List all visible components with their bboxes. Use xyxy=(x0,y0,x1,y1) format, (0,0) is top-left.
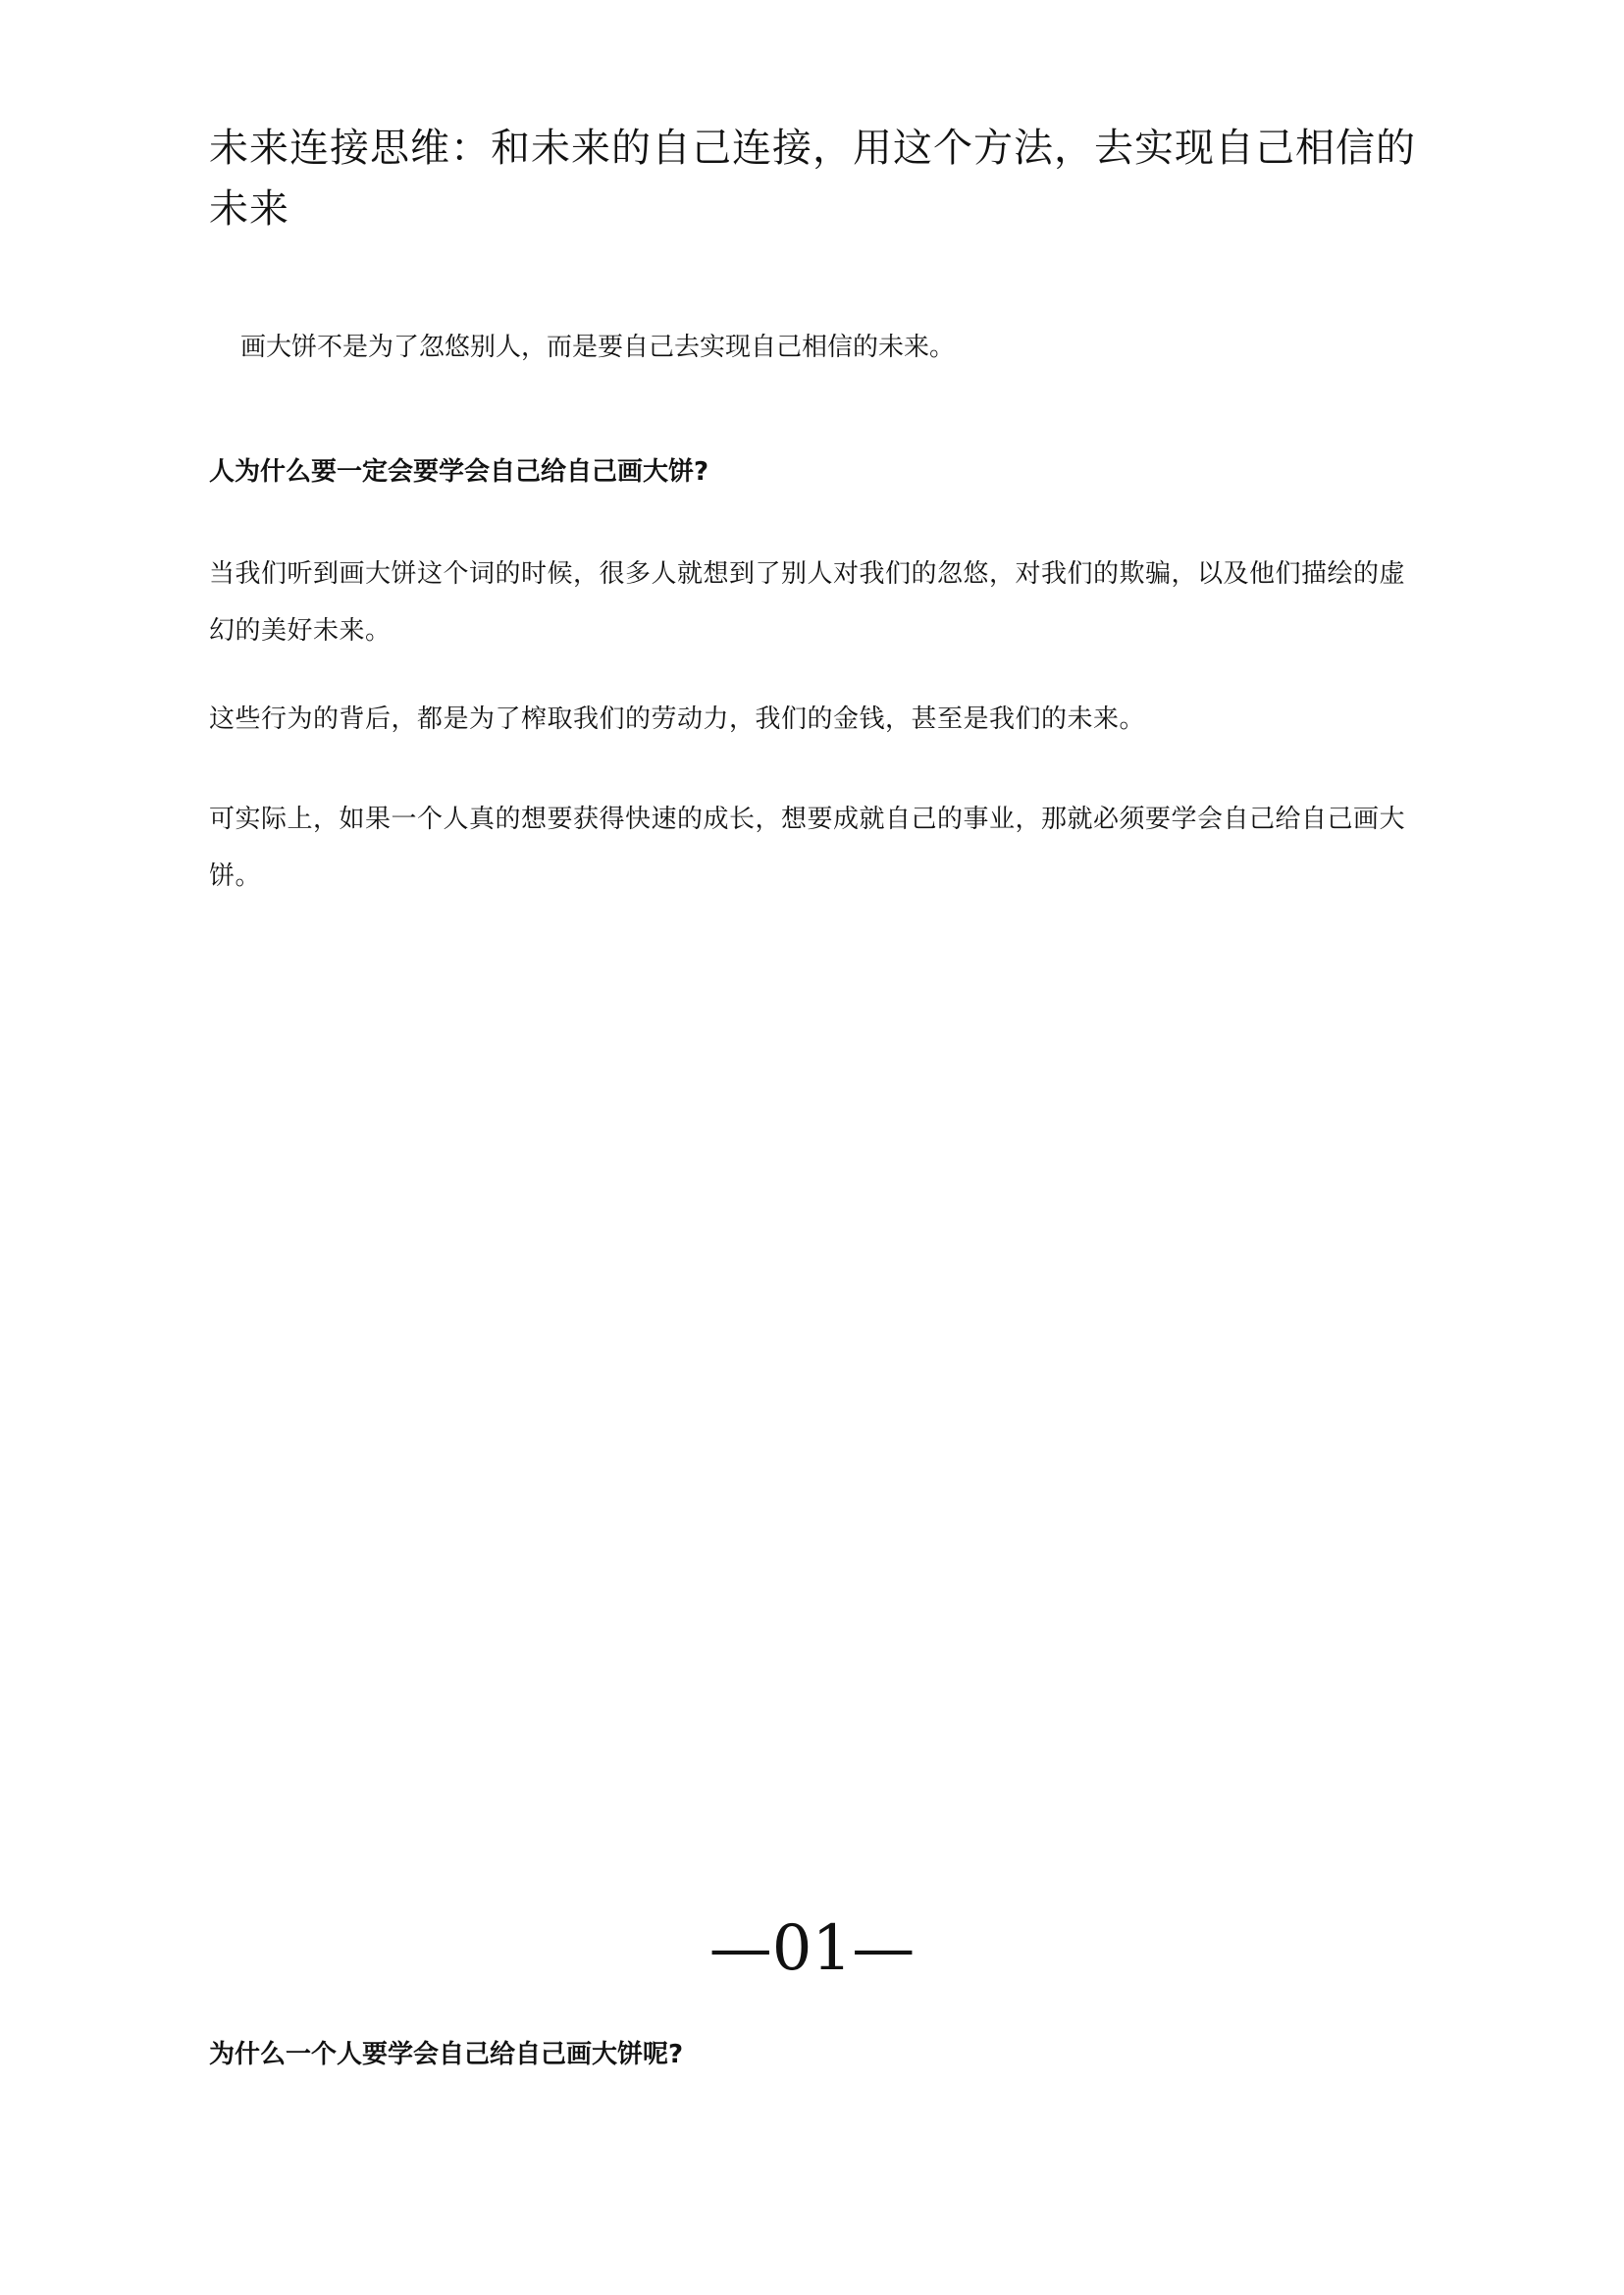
body-paragraph-3: 可实际上，如果一个人真的想要获得快速的成长，想要成就自己的事业，那就必须要学会自己给自己画大饼。 xyxy=(209,805,1406,891)
section-number: —01— xyxy=(708,1912,916,1985)
lead-paragraph: 画大饼不是为了忽悠别人，而是要自己去实现自己相信的未来。 xyxy=(240,333,956,362)
section-heading-2: 为什么一个人要学会自己给自己画大饼呢? xyxy=(209,2040,684,2069)
section-heading-1: 人为什么要一定会要学会自己给自己画大饼? xyxy=(209,457,709,487)
body-paragraph-1: 当我们听到画大饼这个词的时候，很多人就想到了别人对我们的忽悠，对我们的欺骗，以及他们描绘的虚幻的美好未来。 xyxy=(209,559,1406,646)
article-title: 未来连接思维：和未来的自己连接，用这个方法，去实现自己相信的未来 xyxy=(209,126,1416,232)
body-paragraph-2: 这些行为的背后，都是为了榨取我们的劳动力，我们的金钱，甚至是我们的未来。 xyxy=(209,704,1146,734)
